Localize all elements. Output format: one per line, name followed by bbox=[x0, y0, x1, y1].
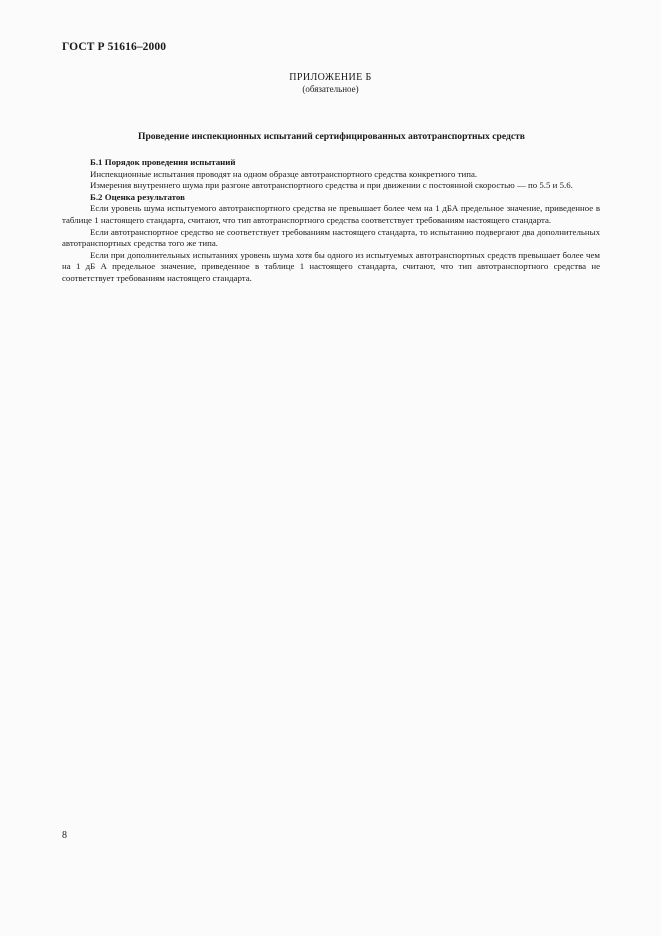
appendix-title: ПРИЛОЖЕНИЕ Б bbox=[289, 72, 372, 83]
paragraph: Если при дополнительных испытаниях уровень шума хотя бы одного из испытуемых автотранспортных средств превышает более чем на 1 дБ А предельное значение, приведенное в таблице 1 настоящего стандарта, считают, что тип автотранспортного средства не соответствует требованиям настоящего стандарта. bbox=[62, 249, 600, 283]
paragraph: Если автотранспортное средство не соответствует требованиям настоящего стандарта, то испытанию подвергают два дополнительных автотранспортных средства того же типа. bbox=[62, 226, 600, 249]
paragraph: Инспекционные испытания проводят на одном образце автотранспортного средства конкретного типа. bbox=[90, 168, 478, 179]
appendix-subtitle: (обязательное) bbox=[302, 84, 359, 94]
body-text bbox=[62, 157, 600, 285]
subsection-heading-b1: Б.1 Порядок проведения испытаний bbox=[90, 157, 236, 167]
page-number: 8 bbox=[62, 830, 67, 841]
subsection-heading-b2: Б.2 Оценка результатов bbox=[90, 191, 185, 202]
paragraph: Если уровень шума испытуемого автотранспортного средства не превышает более чем на 1 дБА предельное значение, приведенное в таблице 1 настоящего стандарта, считают, что тип автотранспортного средства соответствует требованиям настоящего стандарта. bbox=[62, 203, 600, 225]
document-id-header: ГОСТ Р 51616–2000 bbox=[62, 41, 167, 53]
section-title: Проведение инспекционных испытаний сертифицированных автотранспортных средств bbox=[138, 131, 525, 142]
paragraph: Измерения внутреннего шума при разгоне автотранспортного средства и при движении с постоянной скоростью — по 5.5 и 5.6. bbox=[90, 180, 573, 191]
